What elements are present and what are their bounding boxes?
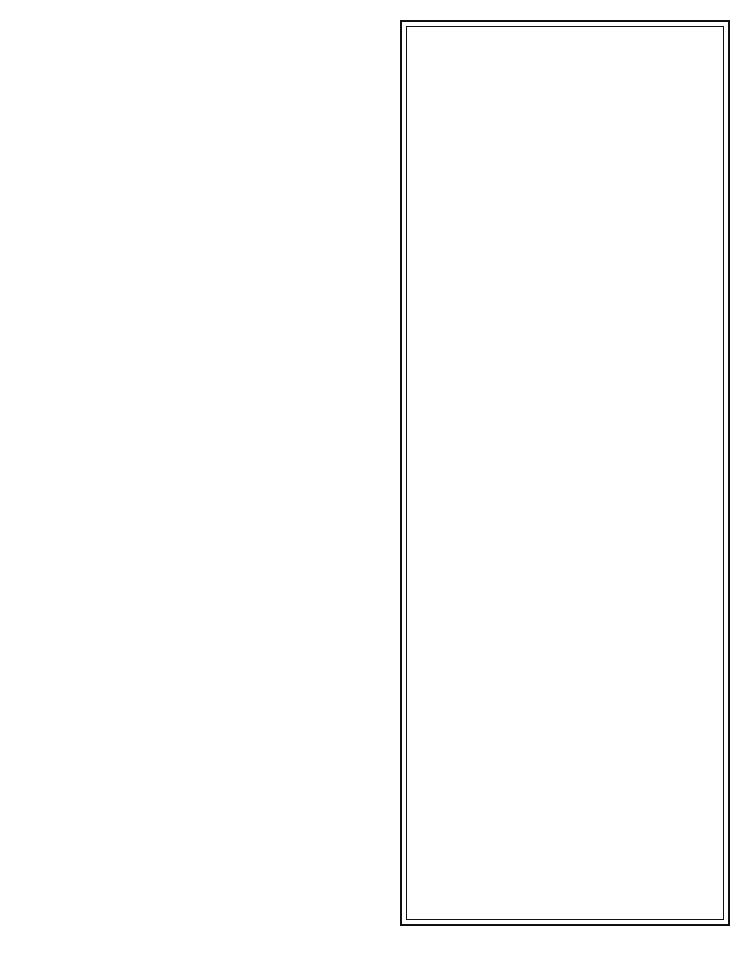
soup-du-jour-line [421, 827, 717, 845]
soups-salads-inner-border [406, 26, 724, 920]
soups-section [421, 827, 717, 875]
starters-column [20, 8, 395, 18]
french-onion-line [421, 851, 717, 869]
soups-salads-box [400, 20, 730, 926]
